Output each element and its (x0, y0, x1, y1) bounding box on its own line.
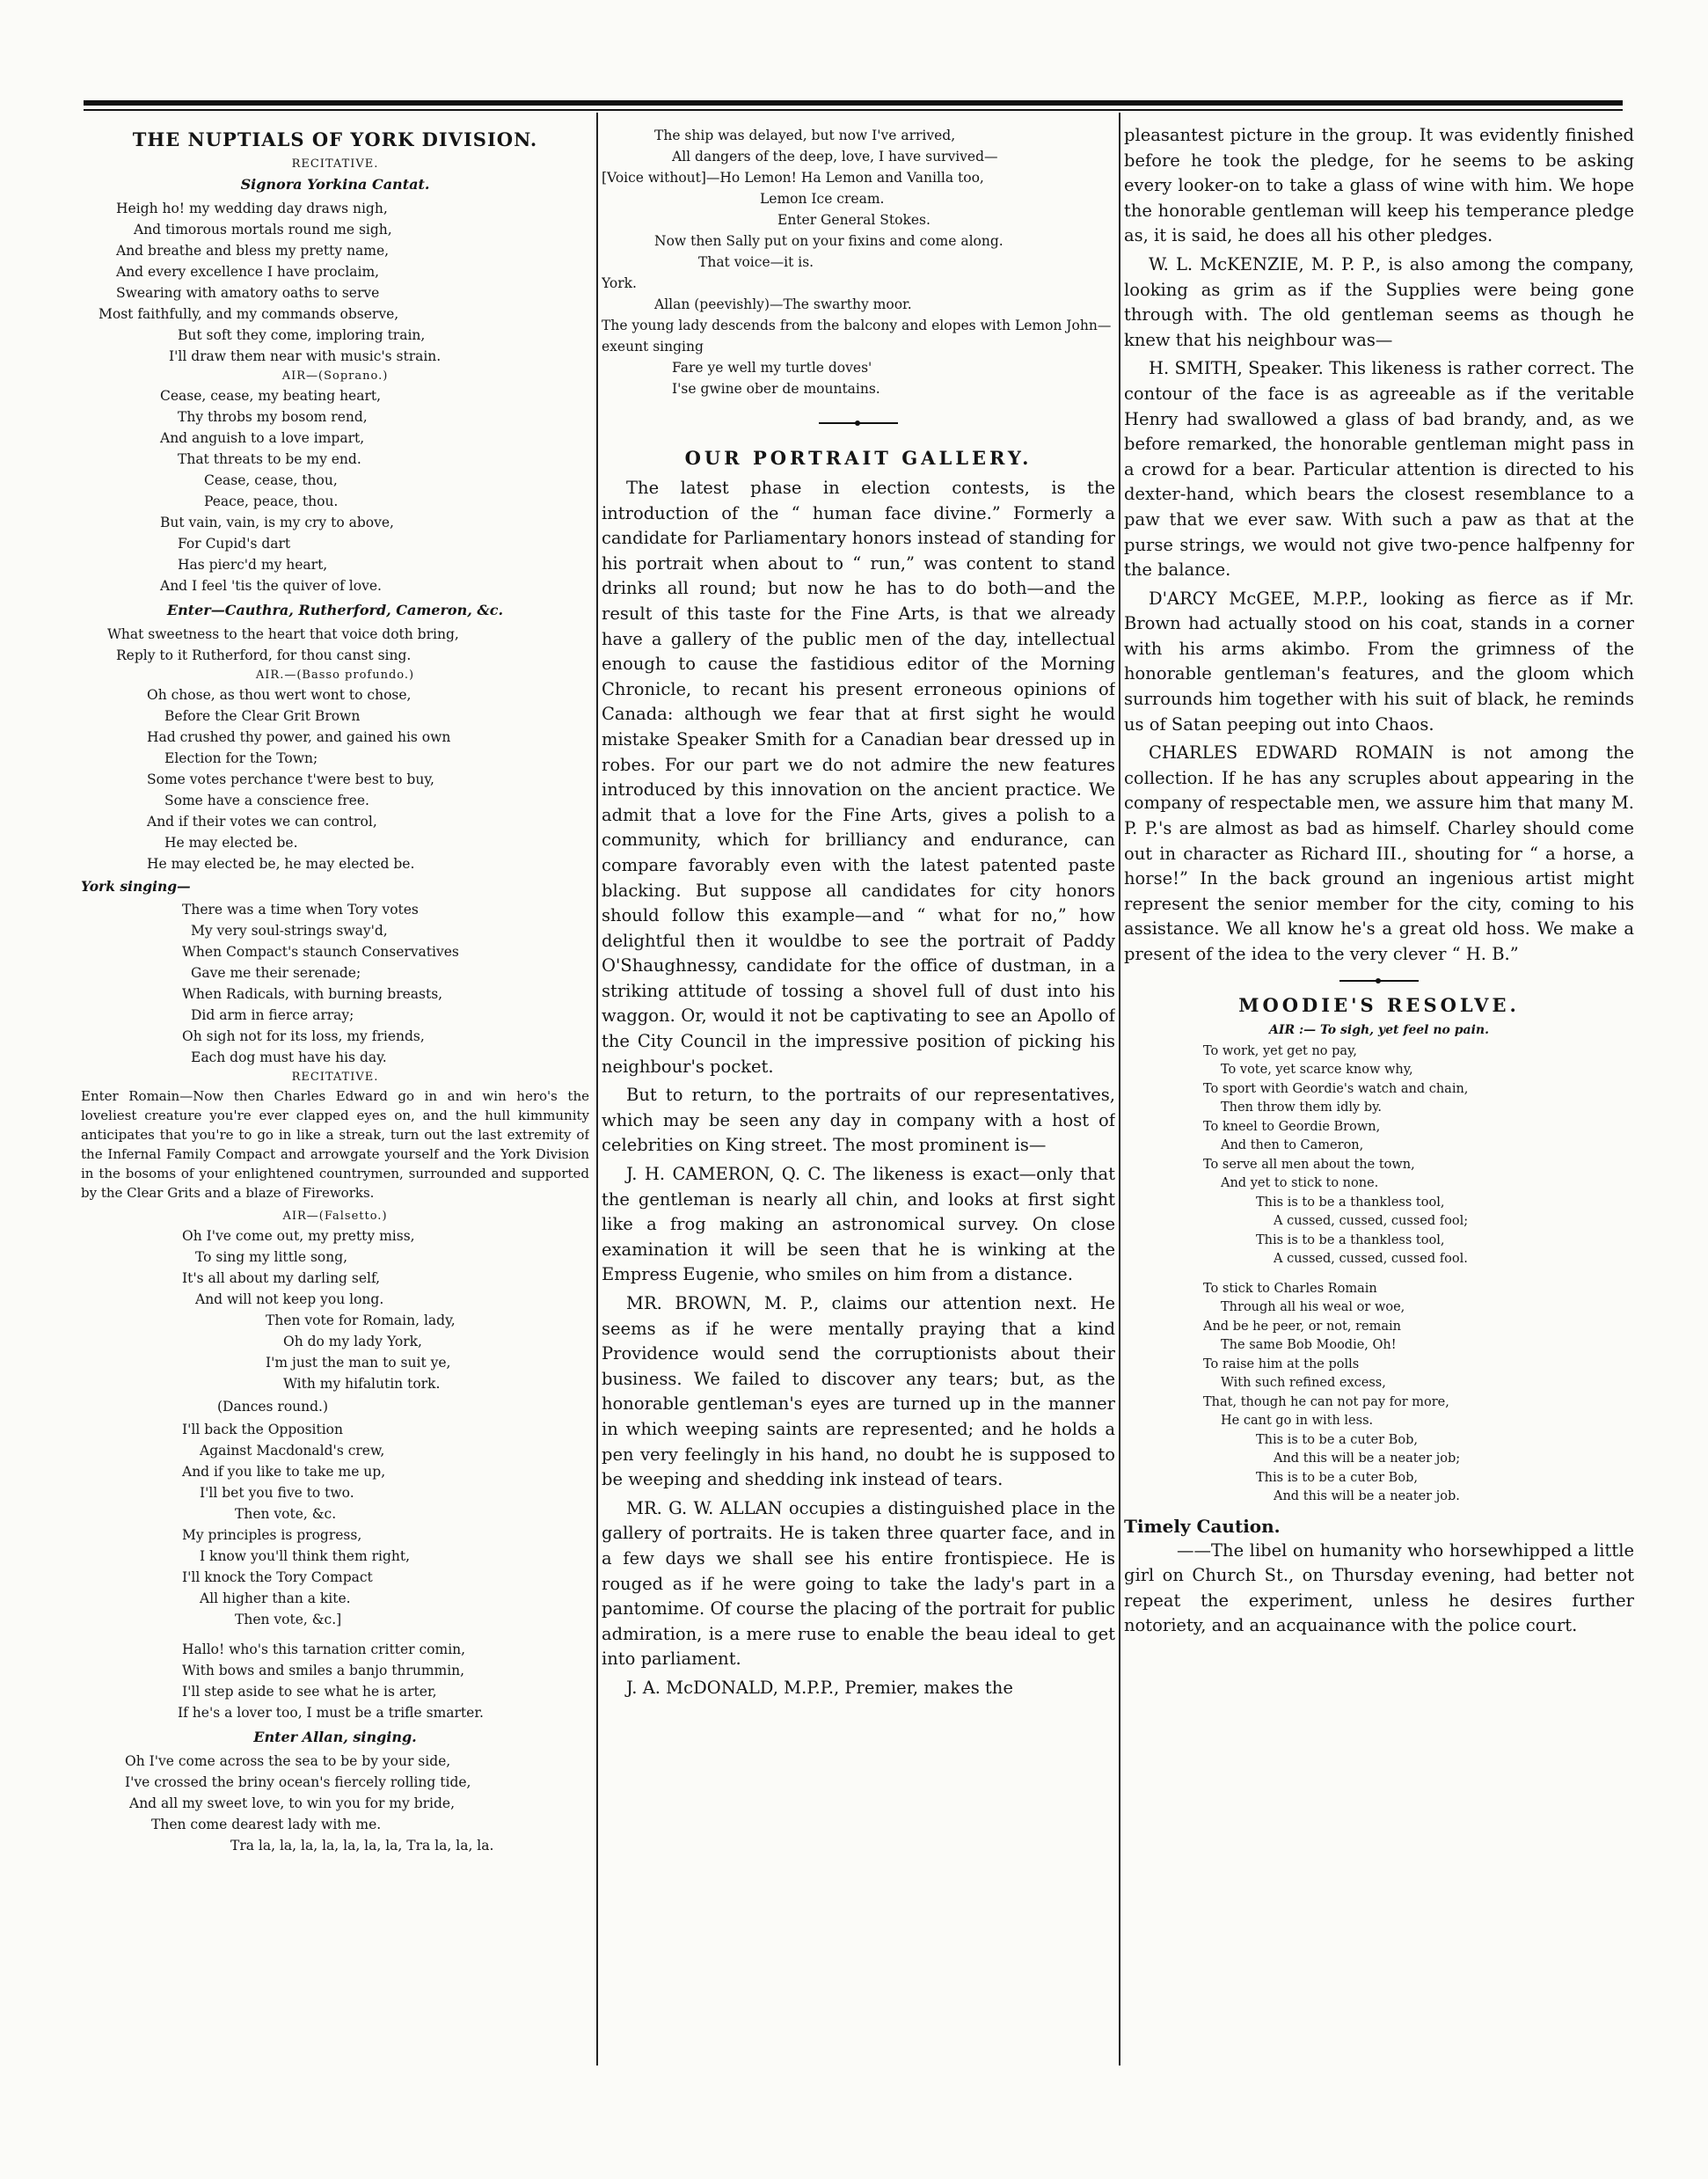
paragraph: W. L. McKENZIE, M. P. P., is also among the company, looking as grim as if the Supplies were being gone through with. The old gentleman seems as though he knew that his neighbour was— (1124, 253, 1634, 350)
verse-line: To sing my little song, (195, 1249, 348, 1265)
verse-line: To serve all men about the town, (1203, 1157, 1415, 1172)
verse-line: And yet to stick to none. (1221, 1176, 1379, 1191)
paragraph: J. H. CAMERON, Q. C. The likeness is exact—only that the gentleman is nearly all chin, and looks at first sight like a frog making an astronomical survey. On close examination it will be seen that he is winking at the Empress Eugenie, who smiles on him from a distance. (602, 1164, 1115, 1285)
verse-line: If he's a lover too, I must be a trifle smarter. (178, 1705, 484, 1721)
singer-heading: Signora Yorkina Cantat. (240, 176, 430, 193)
verse-line: I know you'll think them right, (200, 1548, 411, 1564)
verse-line: This is to be a cuter Bob, (1256, 1432, 1418, 1447)
verse-line: Then vote for Romain, lady, (266, 1313, 456, 1328)
verse-line: That, though he can not pay for more, (1203, 1394, 1449, 1409)
verse-line: Then come dearest lady with me. (151, 1817, 382, 1832)
verse-line: Hallo! who's this tarnation critter comin, (182, 1642, 466, 1657)
verse-line: This is to be a thankless tool, (1256, 1195, 1445, 1210)
verse-line: But vain, vain, is my cry to above, (160, 515, 394, 530)
verse-line: Cease, cease, thou, (204, 472, 338, 488)
verse (81, 1751, 589, 1856)
verse (602, 125, 1115, 399)
verse-line: But soft they come, imploring train, (178, 327, 426, 343)
stage-direction: (Dances round.) (217, 1399, 329, 1415)
verse-line: And all my sweet love, to win you for my bride, (129, 1795, 456, 1811)
verse-line: He cant go in with less. (1221, 1414, 1374, 1429)
verse-line: Then vote, &c. (235, 1506, 337, 1522)
verse-line: He may elected be. (164, 835, 298, 851)
verse-line: The young lady descends from the balcony and elopes with Lemon John—exeunt singing (602, 318, 1112, 355)
verse (1124, 1280, 1634, 1507)
verse-line: And anguish to a love impart, (160, 430, 365, 446)
paragraph: MR. G. W. ALLAN occupies a distinguished place in the gallery of portraits. He is taken three quarter face, and in a few days we shall see his entire frontispiece. He is rouged as if he were going to take the lady's part in a pantomime. Of course the placing of the portrait for public admiration, is a mere ruse to enable the beau ideal to get into parliament. (602, 1497, 1115, 1670)
verse-line: I'll bet you five to two. (200, 1485, 354, 1501)
verse-line: [Voice without]—Ho Lemon! Ha Lemon and Vanilla too, (602, 170, 984, 186)
paragraph: The latest phase in election contests, is the introduction of the “ human face divine.” Formerly a candidate for Parliamentary honors instead of standing for his portrait when about to “ run,” was content to stand drinks all round; but now he has to do both—and the result of this taste for the Fine Arts, is that we already have a gallery of the public men of the day, intellectual enough to cause the fastidious editor of the Morning Chronicle, to recant his present erroneous opinions of Canada: although we fear that at first sight he would mistake Speaker Smith for a Canadian bear dressed up in robes. For our part we do not admire the new features introduced by this innovation on the ancient practice. We admit that a love for the Fine Arts, gives a polish to a community, which for brilliancy and endurance, can compare favorably even with the latest patented paste blacking. But suppose all candidates for city honors should follow this example—and “ what for no,” how delightful then it wouldbe to see the portrait of Paddy O'Shaughnessy, candidate for the office of dustman, in a striking attitude of tossing a shovel full of dust into his waggon. Or, would it not be captivating to see an Apollo of the City Council in the impressive position of picking his neighbour's pocket. (602, 478, 1115, 1077)
column-1 (81, 123, 589, 2058)
verse-line: Then vote, &c.] (235, 1612, 342, 1627)
verse-line: Heigh ho! my wedding day draws nigh, (116, 201, 388, 216)
verse-line: All higher than a kite. (200, 1590, 351, 1606)
air-heading: AIR :— To sigh, yet feel no pain. (1269, 1022, 1489, 1037)
verse-line: He may elected be, he may elected be. (147, 856, 415, 872)
verse-line: Has pierc'd my heart, (178, 557, 328, 573)
paragraph: MR. BROWN, M. P., claims our attention next. He seems as if he were mentally praying that a kind Providence would send the corruptionists about their business. We failed to discover any tears; but, as the honorable gentleman's eyes are turned up in the manner in which weeping saints are represented; and he holds a pen very feelingly in his hand, no doubt he is supposed to be weeping and shedding ink instead of tears. (602, 1293, 1115, 1490)
verse-line: And be he peer, or not, remain (1203, 1319, 1401, 1334)
verse-line: Allan (peevishly)—The swarthy moor. (654, 296, 912, 312)
verse-line: And if their votes we can control, (147, 814, 377, 830)
caution-text: ——The libel on humanity who horsewhipped a little girl on Church St., on Thursday evening, had better not repeat the experiment, unless he desires further notoriety, and an acquainance with the police court. (1124, 1539, 1634, 1636)
verse-line: Oh I've come out, my pretty miss, (182, 1228, 415, 1244)
paragraph: J. A. McDONALD, M.P.P., Premier, makes the (626, 1677, 1013, 1698)
verse-line: To work, yet get no pay, (1203, 1043, 1357, 1058)
verse-line: The same Bob Moodie, Oh! (1221, 1338, 1397, 1353)
verse-line: And then to Cameron, (1221, 1138, 1364, 1153)
column-3 (1124, 123, 1634, 2076)
air-heading: AIR—(Falsetto.) (282, 1210, 388, 1223)
recitative-heading: RECITATIVE. (291, 157, 379, 171)
verse-line: When Radicals, with burning breasts, (182, 986, 443, 1002)
verse-line: Peace, peace, thou. (204, 494, 339, 509)
verse-line: Fare ye well my turtle doves' (672, 360, 872, 376)
section-separator (1339, 980, 1419, 982)
verse-line: And I feel 'tis the quiver of love. (160, 578, 382, 594)
recitative-heading: RECITATIVE. (291, 1071, 379, 1084)
verse-line: A cussed, cussed, cussed fool. (1274, 1252, 1468, 1267)
verse (81, 1419, 589, 1630)
air-heading: AIR.—(Basso profundo.) (255, 669, 415, 682)
paragraph: But to return, to the portraits of our representatives, which may be seen any day in company with a host of celebrities on King street. The most prominent is— (602, 1085, 1115, 1156)
verse-line: Gave me their serenade; (191, 965, 361, 981)
verse-line: I'm just the man to suit ye, (266, 1355, 451, 1371)
verse-line: And timorous mortals round me sigh, (134, 222, 392, 238)
york-singing: York singing— (81, 878, 191, 895)
verse-line: And this will be a neater job; (1274, 1451, 1461, 1466)
verse-line: Then throw them idly by. (1221, 1100, 1383, 1115)
verse-line: For Cupid's dart (178, 536, 291, 552)
verse-line: Swearing with amatory oaths to serve (116, 285, 380, 301)
verse-line: To kneel to Geordie Brown, (1203, 1119, 1381, 1134)
verse-line: And if you like to take me up, (182, 1464, 386, 1480)
verse-line: Lemon Ice cream. (760, 191, 885, 207)
verse-line: Cease, cease, my beating heart, (160, 388, 382, 404)
verse-line: Some votes perchance t'were best to buy, (147, 771, 434, 787)
verse-line: And breathe and bless my pretty name, (116, 243, 390, 259)
verse-line: Reply to it Rutherford, for thou canst sing. (116, 647, 412, 663)
verse-line: It's all about my darling self, (182, 1270, 381, 1286)
verse-line: With my hifalutin tork. (283, 1376, 441, 1392)
romain-prose: Enter Romain—Now then Charles Edward go in and win hero's the loveliest creature you're ever clapped eyes on, and the hull kimmunity anticipates that you're to go in like a streak, turn out the last extremity of the Infernal Family Compact and arrowgate yourself and the York Division in the bosoms of your enlightened countrymen, surrounded and supported by the Clear Grits and a blaze of Fireworks. (81, 1088, 589, 1201)
verse (81, 899, 589, 1068)
verse-line: Oh I've come across the sea to be by your side, (125, 1753, 451, 1769)
verse-line: To sport with Geordie's watch and chain, (1203, 1081, 1469, 1096)
column-2 (602, 123, 1115, 2058)
air-heading: AIR—(Soprano.) (281, 369, 389, 383)
verse-line: With such refined excess, (1221, 1376, 1386, 1391)
verse (81, 1639, 589, 1723)
verse-line: Oh chose, as thou wert wont to chose, (147, 687, 412, 703)
verse-line: Against Macdonald's crew, (200, 1443, 385, 1459)
verse-line: I'll back the Opposition (182, 1422, 343, 1437)
verse (81, 385, 589, 596)
article-body-continued (1124, 123, 1634, 968)
section-separator (819, 422, 898, 424)
moodie-title: MOODIE'S RESOLVE. (1238, 993, 1520, 1016)
verse-line: To vote, yet scarce know why, (1221, 1063, 1413, 1078)
paragraph: pleasantest picture in the group. It was evidently finished before he took the pledge, for he seems to be asking every looker-on to take a glass of wine with him. We hope the honorable gentleman will keep his temperance pledge as, it is said, he does all his other pledges. (1124, 125, 1634, 246)
verse (1124, 1042, 1634, 1269)
verse-line: The ship was delayed, but now I've arrived, (654, 128, 956, 143)
paragraph: CHARLES EDWARD ROMAIN is not among the collection. If he has any scruples about appearing in the company of respectable men, we assure him that many M. P. P.'s are almost as bad as himself. Charley should come out in character as Richard III., shouting for “ a horse, a horse!” In the back ground an ingenious artist might represent the senior member for the city, coming to his assistance. We all know he's a great old hoss. We make a present of the idea to the very clever “ H. B.” (1124, 742, 1634, 964)
verse-line: I'll draw them near with music's strain. (169, 348, 442, 364)
portrait-gallery-title: OUR PORTRAIT GALLERY. (684, 447, 1033, 469)
verse-line: And every excellence I have proclaim, (116, 264, 380, 280)
verse-line: Each dog must have his day. (191, 1049, 387, 1065)
verse-line: Thy throbs my bosom rend, (178, 409, 368, 425)
paragraph: D'ARCY McGEE, M.P.P., looking as fierce as if Mr. Brown had actually stood on his coat, stands in a corner with his arms akimbo. From the grimness of the honorable gentleman's features, and the gloom which surrounds him together with his suit of black, he reminds us of Satan peeping out into Chaos. (1124, 588, 1634, 735)
verse-line: This is to be a cuter Bob, (1256, 1470, 1418, 1485)
verse (81, 198, 589, 367)
verse-line: To raise him at the polls (1203, 1356, 1360, 1371)
caution-title: Timely Caution. (1124, 1515, 1281, 1537)
verse-line: Before the Clear Grit Brown (164, 708, 361, 724)
verse-line: Most faithfully, and my commands observe, (99, 306, 399, 322)
column-divider (1119, 113, 1120, 2066)
verse-line: When Compact's staunch Conservatives (182, 944, 459, 960)
verse-line: Had crushed thy power, and gained his own (147, 729, 451, 745)
verse-line: There was a time when Tory votes (182, 902, 419, 918)
verse-line: Election for the Town; (164, 750, 318, 766)
verse-line: And will not keep you long. (195, 1291, 384, 1307)
paragraph: H. SMITH, Speaker. This likeness is rather correct. The contour of the face is as agreeable as if the veritable Henry had swallowed a glass of bad brandy, and, as we before remarked, the honorable gentleman might pass in a crowd for a bear. Particular attention is directed to his dexter-hand, which bears the closest resemblance to a paw that we ever saw. With such a paw as that at the purse strings, we would not give two-pence halfpenny for the balance. (1124, 358, 1634, 581)
enter-direction: Enter Allan, singing. (253, 1729, 417, 1745)
verse (81, 1225, 589, 1394)
verse-line: My very soul-strings sway'd, (191, 923, 388, 939)
verse-line: That voice—it is. (698, 254, 814, 270)
enter-direction: Enter—Cauthra, Rutherford, Cameron, &c. (166, 602, 504, 618)
verse-line: This is to be a thankless tool, (1256, 1232, 1445, 1247)
verse-line: Through all his weal or woe, (1221, 1300, 1405, 1315)
verse-line: Oh do my lady York, (283, 1334, 422, 1349)
verse-line: I'se gwine ober de mountains. (672, 381, 880, 397)
verse-line: And this will be a neater job. (1274, 1489, 1460, 1504)
verse-line: To stick to Charles Romain (1203, 1281, 1377, 1296)
masthead-rule-thick (84, 100, 1623, 106)
verse-line: Tra la, la, la, la, la, la, la, Tra la, la, la. (230, 1838, 494, 1854)
verse-line: I've crossed the briny ocean's fiercely rolling tide, (125, 1774, 471, 1790)
verse-line: What sweetness to the heart that voice doth bring, (107, 626, 459, 642)
verse-line: A cussed, cussed, cussed fool; (1274, 1214, 1469, 1229)
verse (81, 624, 589, 666)
masthead-rule-thin (84, 109, 1623, 111)
nuptials-title: THE NUPTIALS OF YORK DIVISION. (132, 128, 538, 150)
verse-line: Enter General Stokes. (777, 212, 931, 228)
verse-line: All dangers of the deep, love, I have survived— (672, 149, 998, 165)
verse-line: With bows and smiles a banjo thrummin, (182, 1663, 465, 1678)
verse-line: I'll step aside to see what he is arter, (182, 1684, 437, 1700)
column-divider (596, 113, 598, 2066)
verse-line: Now then Sally put on your fixins and come along. (654, 233, 1004, 249)
verse-line: My principles is progress, (182, 1527, 362, 1543)
verse-line: Some have a conscience free. (164, 793, 369, 808)
verse-line: York. (602, 275, 637, 291)
verse-line: Did arm in fierce array; (191, 1007, 354, 1023)
verse-line: I'll knock the Tory Compact (182, 1569, 373, 1585)
article-body (602, 476, 1115, 1701)
verse-line: That threats to be my end. (178, 451, 361, 467)
verse (81, 684, 589, 874)
verse-line: Oh sigh not for its loss, my friends, (182, 1028, 425, 1044)
